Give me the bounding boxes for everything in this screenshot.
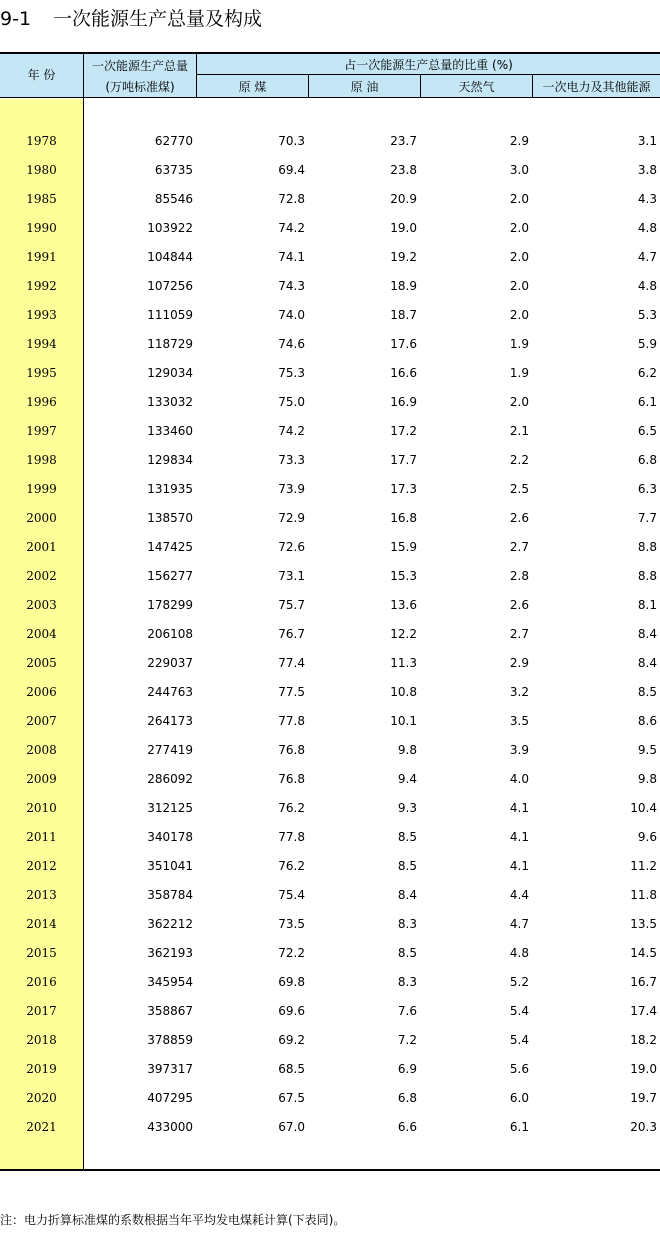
total-cell: 312125 xyxy=(147,801,193,815)
year-cell: 2006 xyxy=(26,685,57,699)
table-row xyxy=(0,533,660,562)
coal-cell: 72.6 xyxy=(278,540,305,554)
header-year: 年 份 xyxy=(27,68,56,82)
oil-cell: 18.7 xyxy=(390,308,417,322)
primary-power-cell: 13.5 xyxy=(630,917,657,931)
oil-cell: 19.2 xyxy=(390,250,417,264)
year-cell: 2019 xyxy=(26,1062,57,1076)
footnote: 注：电力折算标准煤的系数根据当年平均发电煤耗计算(下表同)。 xyxy=(0,1213,346,1227)
oil-cell: 10.1 xyxy=(390,714,417,728)
total-cell: 103922 xyxy=(147,221,193,235)
table-row xyxy=(0,446,660,475)
table-row xyxy=(0,881,660,910)
header-oil: 原 油 xyxy=(350,80,379,94)
gas-cell: 2.0 xyxy=(509,192,529,206)
total-cell: 407295 xyxy=(147,1091,193,1105)
year-cell: 2000 xyxy=(26,511,57,525)
primary-power-cell: 16.7 xyxy=(630,975,657,989)
year-cell: 2017 xyxy=(26,1004,57,1018)
gas-cell: 2.7 xyxy=(509,627,529,641)
table-row xyxy=(0,1026,660,1055)
table-row xyxy=(0,823,660,852)
coal-cell: 68.5 xyxy=(278,1062,305,1076)
oil-cell: 23.7 xyxy=(390,134,417,148)
oil-cell: 7.2 xyxy=(397,1033,417,1047)
gas-cell: 4.1 xyxy=(509,801,529,815)
year-cell: 1990 xyxy=(26,221,57,235)
total-cell: 397317 xyxy=(147,1062,193,1076)
coal-cell: 74.3 xyxy=(278,279,305,293)
year-cell: 1997 xyxy=(26,424,57,438)
total-cell: 264173 xyxy=(147,714,193,728)
table-row xyxy=(0,997,660,1026)
primary-power-cell: 10.4 xyxy=(630,801,657,815)
year-cell: 2014 xyxy=(26,917,57,931)
gas-cell: 5.4 xyxy=(509,1004,529,1018)
primary-power-cell: 8.8 xyxy=(637,540,657,554)
primary-power-cell: 19.7 xyxy=(630,1091,657,1105)
primary-power-cell: 6.1 xyxy=(637,395,657,409)
total-cell: 147425 xyxy=(147,540,193,554)
table-row xyxy=(0,1113,660,1142)
primary-power-cell: 9.6 xyxy=(637,830,657,844)
oil-cell: 19.0 xyxy=(390,221,417,235)
top-rule xyxy=(0,52,660,54)
table-row xyxy=(0,214,660,243)
total-cell: 362193 xyxy=(147,946,193,960)
primary-power-cell: 20.3 xyxy=(630,1120,657,1134)
gas-cell: 2.1 xyxy=(509,424,529,438)
year-cell: 2004 xyxy=(26,627,57,641)
table-row xyxy=(0,272,660,301)
primary-power-cell: 3.8 xyxy=(637,163,657,177)
coal-divider xyxy=(308,75,309,98)
header-mid-rule xyxy=(197,74,660,75)
oil-cell: 16.6 xyxy=(390,366,417,380)
gas-cell: 6.0 xyxy=(509,1091,529,1105)
total-cell: 286092 xyxy=(147,772,193,786)
coal-cell: 74.2 xyxy=(278,424,305,438)
table-row xyxy=(0,707,660,736)
coal-cell: 73.5 xyxy=(278,917,305,931)
year-cell: 2008 xyxy=(26,743,57,757)
coal-cell: 72.2 xyxy=(278,946,305,960)
table-row xyxy=(0,910,660,939)
coal-cell: 74.2 xyxy=(278,221,305,235)
total-cell: 378859 xyxy=(147,1033,193,1047)
year-cell: 2002 xyxy=(26,569,57,583)
primary-power-cell: 4.7 xyxy=(637,250,657,264)
table-row xyxy=(0,620,660,649)
oil-cell: 8.5 xyxy=(397,830,417,844)
oil-cell: 8.4 xyxy=(397,888,417,902)
oil-cell: 8.3 xyxy=(397,975,417,989)
year-cell: 2011 xyxy=(26,830,57,844)
year-cell: 1999 xyxy=(26,482,57,496)
gas-cell: 2.0 xyxy=(509,221,529,235)
total-cell: 358867 xyxy=(147,1004,193,1018)
oil-cell: 7.6 xyxy=(397,1004,417,1018)
table-row xyxy=(0,417,660,446)
total-cell: 358784 xyxy=(147,888,193,902)
gas-divider xyxy=(532,75,533,98)
oil-cell: 10.8 xyxy=(390,685,417,699)
primary-power-cell: 9.8 xyxy=(637,772,657,786)
gas-cell: 2.0 xyxy=(509,308,529,322)
primary-power-cell: 8.4 xyxy=(637,627,657,641)
table-row xyxy=(0,243,660,272)
gas-cell: 2.7 xyxy=(509,540,529,554)
gas-cell: 4.0 xyxy=(509,772,529,786)
coal-cell: 74.1 xyxy=(278,250,305,264)
year-cell: 2012 xyxy=(26,859,57,873)
year-cell: 1991 xyxy=(26,250,57,264)
oil-cell: 23.8 xyxy=(390,163,417,177)
total-cell: 62770 xyxy=(154,134,193,148)
coal-cell: 74.0 xyxy=(278,308,305,322)
total-cell: 244763 xyxy=(147,685,193,699)
table-row xyxy=(0,127,660,156)
gas-cell: 3.9 xyxy=(509,743,529,757)
total-cell: 118729 xyxy=(147,337,193,351)
primary-power-cell: 4.3 xyxy=(637,192,657,206)
gas-cell: 4.1 xyxy=(509,830,529,844)
oil-cell: 8.3 xyxy=(397,917,417,931)
table-row xyxy=(0,678,660,707)
gas-cell: 3.5 xyxy=(509,714,529,728)
year-cell: 2020 xyxy=(26,1091,57,1105)
coal-cell: 72.9 xyxy=(278,511,305,525)
oil-cell: 6.9 xyxy=(397,1062,417,1076)
year-cell: 2018 xyxy=(26,1033,57,1047)
coal-cell: 77.5 xyxy=(278,685,305,699)
coal-cell: 74.6 xyxy=(278,337,305,351)
coal-cell: 77.8 xyxy=(278,714,305,728)
header-share-group: 占一次能源生产总量的比重 (%) xyxy=(344,58,513,72)
coal-cell: 73.3 xyxy=(278,453,305,467)
year-cell: 2016 xyxy=(26,975,57,989)
total-cell: 138570 xyxy=(147,511,193,525)
coal-cell: 73.9 xyxy=(278,482,305,496)
oil-cell: 15.9 xyxy=(390,540,417,554)
total-cell: 351041 xyxy=(147,859,193,873)
coal-cell: 73.1 xyxy=(278,569,305,583)
gas-cell: 4.7 xyxy=(509,917,529,931)
year-cell: 2015 xyxy=(26,946,57,960)
gas-cell: 2.0 xyxy=(509,250,529,264)
total-cell: 206108 xyxy=(147,627,193,641)
coal-cell: 75.0 xyxy=(278,395,305,409)
total-cell: 362212 xyxy=(147,917,193,931)
coal-cell: 69.6 xyxy=(278,1004,305,1018)
table-row xyxy=(0,852,660,881)
gas-cell: 1.9 xyxy=(509,337,529,351)
total-cell: 345954 xyxy=(147,975,193,989)
coal-cell: 75.3 xyxy=(278,366,305,380)
year-cell: 2010 xyxy=(26,801,57,815)
total-cell: 133032 xyxy=(147,395,193,409)
table-row xyxy=(0,736,660,765)
primary-power-cell: 4.8 xyxy=(637,221,657,235)
gas-cell: 2.2 xyxy=(509,453,529,467)
oil-cell: 8.5 xyxy=(397,946,417,960)
gas-cell: 3.0 xyxy=(509,163,529,177)
primary-power-cell: 11.8 xyxy=(630,888,657,902)
table-row xyxy=(0,185,660,214)
gas-cell: 4.8 xyxy=(509,946,529,960)
year-cell: 1995 xyxy=(26,366,57,380)
coal-cell: 67.0 xyxy=(278,1120,305,1134)
year-cell: 2003 xyxy=(26,598,57,612)
primary-power-cell: 5.9 xyxy=(637,337,657,351)
coal-cell: 75.4 xyxy=(278,888,305,902)
oil-cell: 9.4 xyxy=(397,772,417,786)
coal-cell: 76.2 xyxy=(278,801,305,815)
header-primary-power: 一次电力及其他能源 xyxy=(542,80,651,94)
oil-cell: 17.6 xyxy=(390,337,417,351)
total-cell: 277419 xyxy=(147,743,193,757)
year-cell: 1980 xyxy=(26,163,57,177)
oil-cell: 16.8 xyxy=(390,511,417,525)
gas-cell: 4.4 xyxy=(509,888,529,902)
primary-power-cell: 14.5 xyxy=(630,946,657,960)
oil-cell: 17.3 xyxy=(390,482,417,496)
header-bottom-rule xyxy=(0,97,660,98)
coal-cell: 69.2 xyxy=(278,1033,305,1047)
primary-power-cell: 5.3 xyxy=(637,308,657,322)
page-title xyxy=(0,6,262,32)
total-cell: 340178 xyxy=(147,830,193,844)
table-row xyxy=(0,388,660,417)
gas-cell: 2.5 xyxy=(509,482,529,496)
coal-cell: 76.8 xyxy=(278,743,305,757)
gas-cell: 2.9 xyxy=(509,134,529,148)
header-gas: 天然气 xyxy=(458,80,495,94)
oil-cell: 11.3 xyxy=(390,656,417,670)
year-cell: 2009 xyxy=(26,772,57,786)
primary-power-cell: 6.3 xyxy=(637,482,657,496)
coal-cell: 72.8 xyxy=(278,192,305,206)
primary-power-cell: 4.8 xyxy=(637,279,657,293)
year-cell: 2001 xyxy=(26,540,57,554)
oil-cell: 8.5 xyxy=(397,859,417,873)
oil-cell: 9.3 xyxy=(397,801,417,815)
oil-cell: 17.7 xyxy=(390,453,417,467)
oil-cell: 16.9 xyxy=(390,395,417,409)
table-row xyxy=(0,1055,660,1084)
table-row xyxy=(0,765,660,794)
primary-power-cell: 3.1 xyxy=(637,134,657,148)
total-cell: 133460 xyxy=(147,424,193,438)
total-cell: 131935 xyxy=(147,482,193,496)
gas-cell: 2.0 xyxy=(509,279,529,293)
table-row xyxy=(0,562,660,591)
oil-cell: 20.9 xyxy=(390,192,417,206)
coal-cell: 69.4 xyxy=(278,163,305,177)
table-row xyxy=(0,1084,660,1113)
header-total-line1: 一次能源生产总量 xyxy=(91,59,188,73)
primary-power-cell: 18.2 xyxy=(630,1033,657,1047)
primary-power-cell: 6.8 xyxy=(637,453,657,467)
table-title: 一次能源生产总量及构成 xyxy=(53,8,263,30)
total-cell: 104844 xyxy=(147,250,193,264)
oil-divider xyxy=(420,75,421,98)
year-cell: 1994 xyxy=(26,337,57,351)
total-cell: 156277 xyxy=(147,569,193,583)
coal-cell: 76.2 xyxy=(278,859,305,873)
year-cell: 2005 xyxy=(26,656,57,670)
oil-cell: 9.8 xyxy=(397,743,417,757)
table-number: 9-1 xyxy=(0,8,32,30)
coal-cell: 76.7 xyxy=(278,627,305,641)
table-row xyxy=(0,359,660,388)
primary-power-cell: 8.6 xyxy=(637,714,657,728)
gas-cell: 5.4 xyxy=(509,1033,529,1047)
year-cell: 1993 xyxy=(26,308,57,322)
table-row xyxy=(0,968,660,997)
year-cell: 1978 xyxy=(26,134,57,148)
year-cell: 1998 xyxy=(26,453,57,467)
year-cell: 2007 xyxy=(26,714,57,728)
total-cell: 433000 xyxy=(147,1120,193,1134)
header-coal: 原 煤 xyxy=(238,80,267,94)
primary-power-cell: 8.1 xyxy=(637,598,657,612)
coal-cell: 75.7 xyxy=(278,598,305,612)
year-cell: 1996 xyxy=(26,395,57,409)
gas-cell: 1.9 xyxy=(509,366,529,380)
gas-cell: 2.6 xyxy=(509,598,529,612)
gas-cell: 5.2 xyxy=(509,975,529,989)
total-cell: 229037 xyxy=(147,656,193,670)
oil-cell: 6.8 xyxy=(397,1091,417,1105)
data-table xyxy=(0,52,660,1170)
gas-cell: 5.6 xyxy=(509,1062,529,1076)
gas-cell: 2.8 xyxy=(509,569,529,583)
oil-cell: 18.9 xyxy=(390,279,417,293)
primary-power-cell: 6.2 xyxy=(637,366,657,380)
table-row xyxy=(0,504,660,533)
primary-power-cell: 8.5 xyxy=(637,685,657,699)
total-cell: 129834 xyxy=(147,453,193,467)
table-row xyxy=(0,330,660,359)
gas-cell: 4.1 xyxy=(509,859,529,873)
primary-power-cell: 19.0 xyxy=(630,1062,657,1076)
total-cell: 63735 xyxy=(154,163,193,177)
table-row xyxy=(0,591,660,620)
total-cell: 107256 xyxy=(147,279,193,293)
coal-cell: 69.8 xyxy=(278,975,305,989)
gas-cell: 2.6 xyxy=(509,511,529,525)
primary-power-cell: 11.2 xyxy=(630,859,657,873)
total-cell: 111059 xyxy=(147,308,193,322)
coal-cell: 76.8 xyxy=(278,772,305,786)
year-cell: 2013 xyxy=(26,888,57,902)
oil-cell: 12.2 xyxy=(390,627,417,641)
coal-cell: 77.4 xyxy=(278,656,305,670)
primary-power-cell: 17.4 xyxy=(630,1004,657,1018)
primary-power-cell: 7.7 xyxy=(637,511,657,525)
table-row xyxy=(0,794,660,823)
primary-power-cell: 8.4 xyxy=(637,656,657,670)
table-row xyxy=(0,156,660,185)
total-divider xyxy=(196,52,197,98)
table-row xyxy=(0,475,660,504)
year-cell: 1985 xyxy=(26,192,57,206)
gas-cell: 2.0 xyxy=(509,395,529,409)
primary-power-cell: 8.8 xyxy=(637,569,657,583)
oil-cell: 15.3 xyxy=(390,569,417,583)
oil-cell: 17.2 xyxy=(390,424,417,438)
table-row xyxy=(0,939,660,968)
bottom-rule xyxy=(0,1169,660,1171)
primary-power-cell: 9.5 xyxy=(637,743,657,757)
year-cell: 1992 xyxy=(26,279,57,293)
gas-cell: 3.2 xyxy=(509,685,529,699)
coal-cell: 67.5 xyxy=(278,1091,305,1105)
total-cell: 129034 xyxy=(147,366,193,380)
table-row xyxy=(0,649,660,678)
year-cell: 2021 xyxy=(26,1120,57,1134)
table-row xyxy=(0,301,660,330)
coal-cell: 77.8 xyxy=(278,830,305,844)
total-cell: 178299 xyxy=(147,598,193,612)
gas-cell: 2.9 xyxy=(509,656,529,670)
gas-cell: 6.1 xyxy=(509,1120,529,1134)
header-total-line2: (万吨标准煤) xyxy=(105,80,175,94)
coal-cell: 70.3 xyxy=(278,134,305,148)
primary-power-cell: 6.5 xyxy=(637,424,657,438)
oil-cell: 6.6 xyxy=(397,1120,417,1134)
oil-cell: 13.6 xyxy=(390,598,417,612)
total-cell: 85546 xyxy=(154,192,193,206)
